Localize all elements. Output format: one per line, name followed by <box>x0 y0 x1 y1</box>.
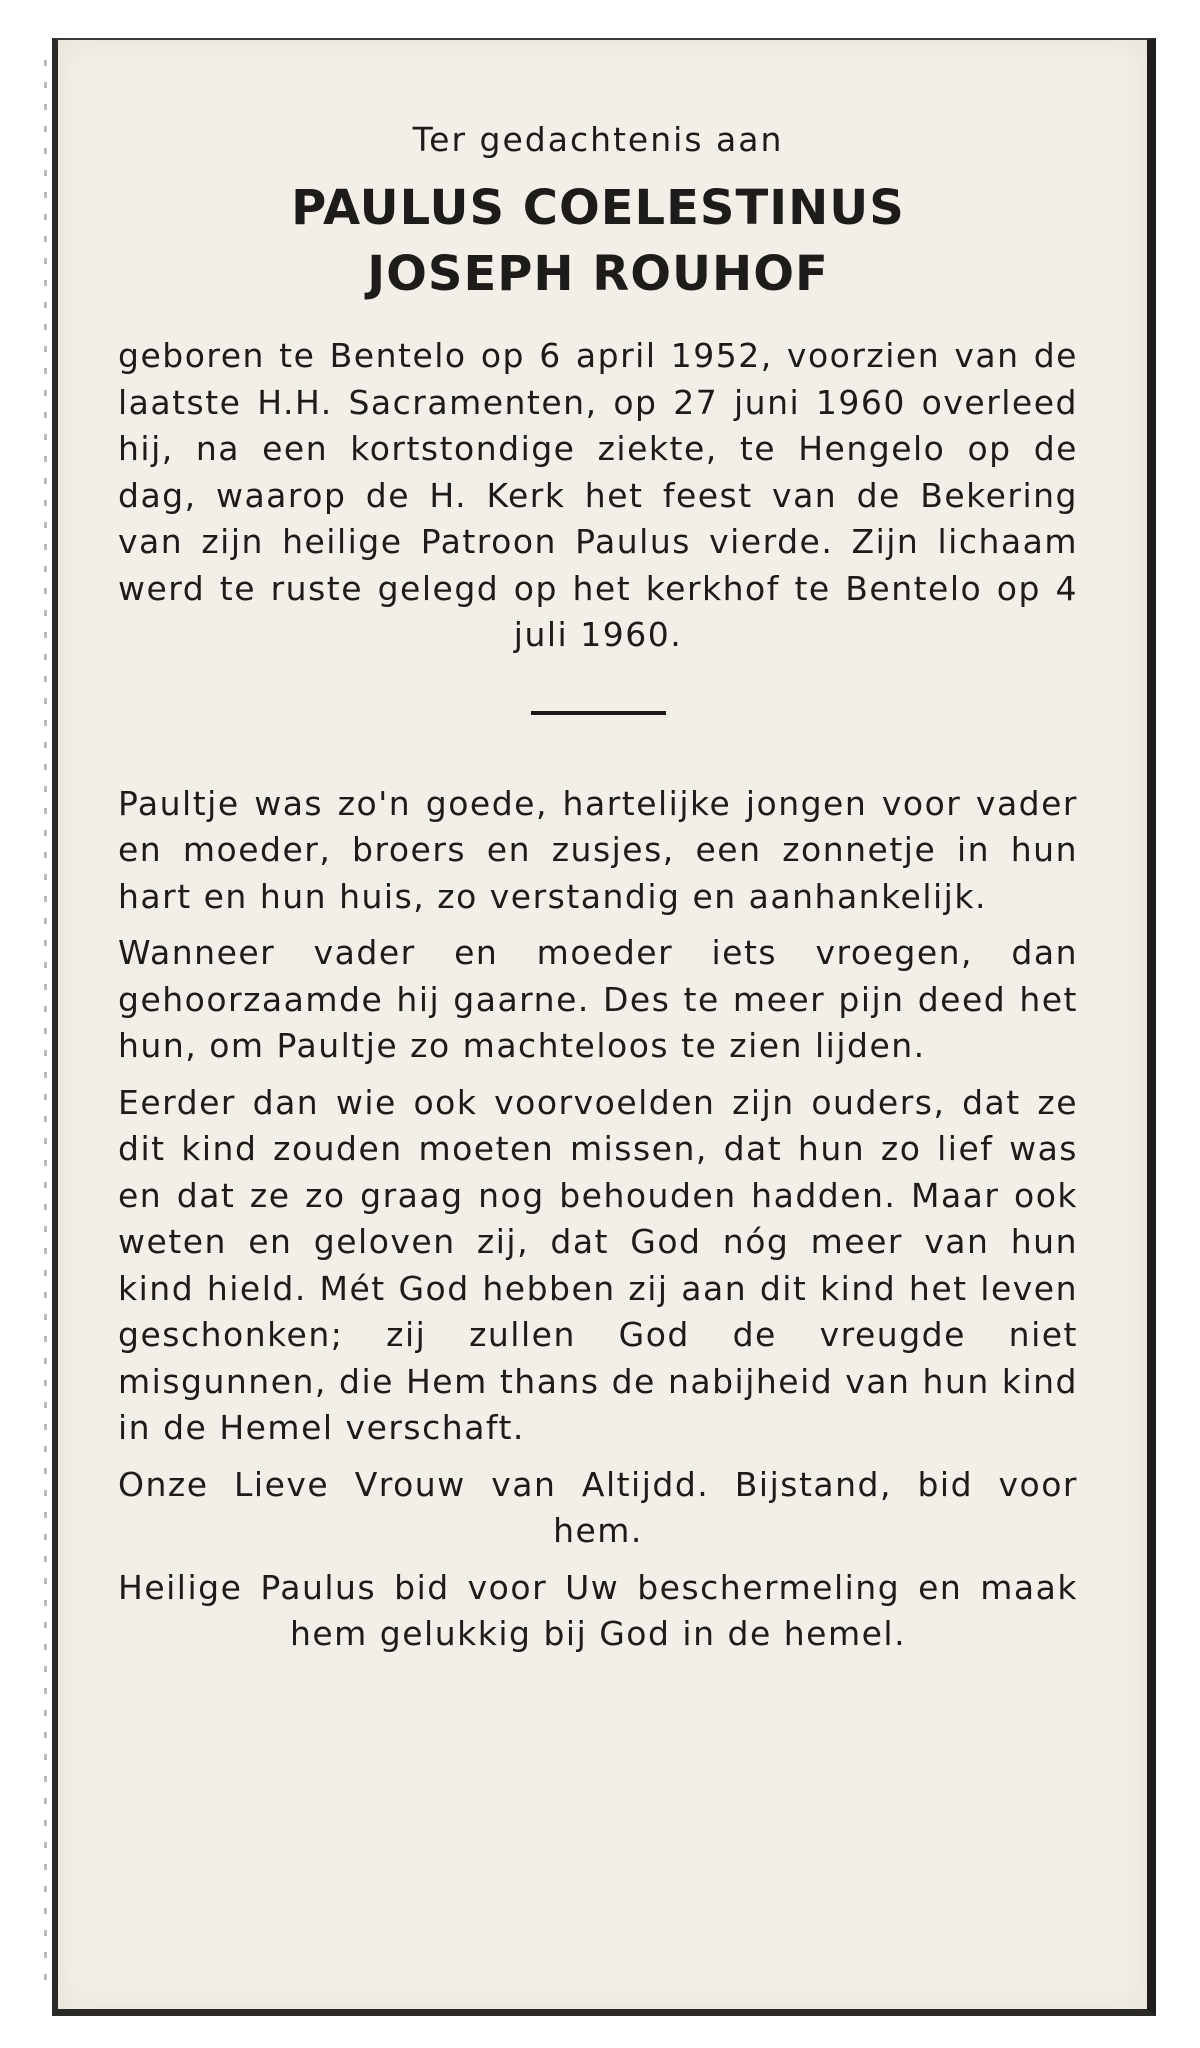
memorial-card <box>52 38 1156 2016</box>
prayer-our-lady: Onze Lieve Vrouw van Altijdd. Bijstand, bid voor hem. <box>118 1464 1078 1550</box>
prayer-saint-paul: Heilige Paulus bid voor Uw beschermeling en maak hem gelukkig bij God in de hemel. <box>118 1567 1078 1653</box>
deceased-name-line-1: PAULUS COELESTINUS <box>291 180 905 236</box>
paragraph-3: Eerder dan wie ook voorvoelden zijn ouders, dat ze dit kind zouden moeten missen, dat hun zo lief was en dat ze zo graag nog behouden hadden. Maar ook weten en geloven zij, dat God nóg meer van hun kind hield. Mét God hebben zij aan dit kind het leven geschonken; zij zullen God de vreugde niet misgunnen, die Hem thans de nabijheid van hun kind in de Hemel verschaft. <box>118 1082 1078 1447</box>
deceased-name-line-2: JOSEPH ROUHOF <box>367 246 829 302</box>
paragraph-2: Wanneer vader en moeder iets vroegen, dan gehoorzaamde hij gaarne. Des te meer pijn deed het hun, om Paultje zo machteloos te zien lijden. <box>118 933 1078 1065</box>
intro-text: Ter gedachtenis aan <box>412 120 784 159</box>
paragraph-1: Paultje was zo'n goede, hartelijke jongen voor vader en moeder, broers en zusjes, een zonnetje in hun hart en hun huis, zo verstandig en aanhankelijk. <box>118 783 1078 916</box>
card-content <box>118 120 1078 1668</box>
biography-text: geboren te Bentelo op 6 april 1952, voorzien van de laatste H.H. Sacramenten, op 27 juni 1960 overleed hij, na een kortstondige ziekte, te Hengelo op de dag, waarop de H. Kerk het feest van de Bekering van zijn heilige Patroon Paulus vierde. Zijn lichaam werd te ruste gelegd op het kerkhof te Bentelo op 4 juli 1960. <box>118 336 1078 654</box>
divider-rule <box>531 711 666 715</box>
